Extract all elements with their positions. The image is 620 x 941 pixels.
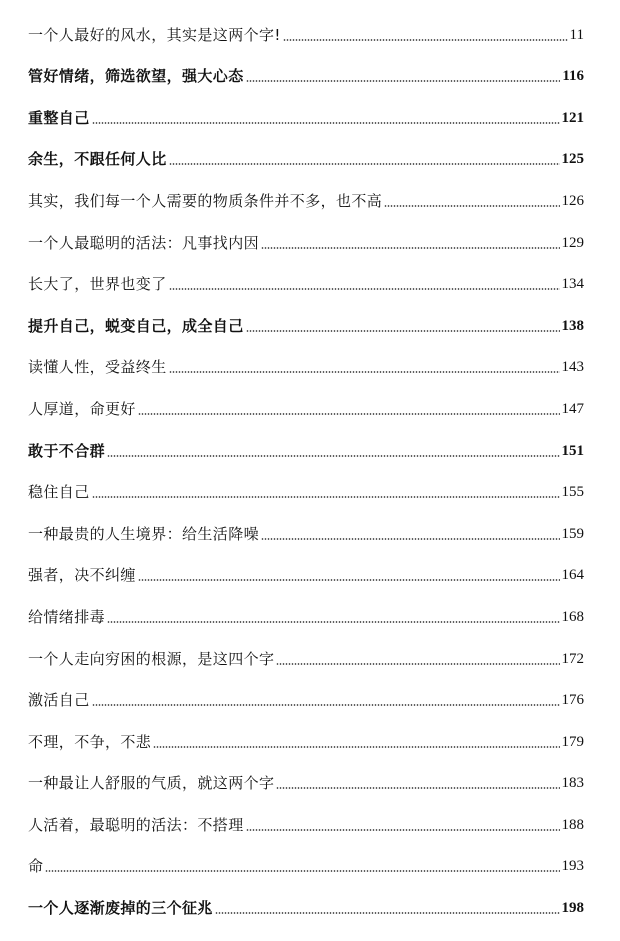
toc-entry[interactable] [28,759,584,801]
toc-entry[interactable] [28,426,584,468]
toc-entry[interactable] [28,260,584,302]
toc-entry-title: 人厚道，命更好 [28,399,136,418]
toc-entry-page-number: 176 [561,692,584,709]
dot-leader [92,496,560,498]
dot-leader [138,413,560,415]
dot-leader [246,829,560,831]
dot-leader [153,746,559,748]
dot-leader [169,163,560,165]
toc-entry[interactable] [28,218,584,260]
toc-entry[interactable] [28,592,584,634]
toc-entry-title: 强者，决不纠缠 [28,566,136,585]
toc-entry[interactable] [28,676,584,718]
toc-entry[interactable] [28,509,584,551]
toc-entry-title: 一个人逐渐废掉的三个征兆 [28,899,213,918]
toc-entry-page-number: 188 [561,816,584,833]
toc-entry-page-number: 172 [561,650,584,667]
toc-entry-title: 一个人走向穷困的根源，是这四个字 [28,649,275,668]
toc-entry-title: 余生，不跟任何人比 [28,150,167,169]
toc-entry-title: 稳住自己 [28,483,90,502]
dot-leader [246,330,560,332]
toc-entry-title: 其实，我们每一个人需要的物质条件并不多，也不高 [28,191,383,210]
dot-leader [107,621,559,623]
dot-leader [261,247,559,249]
toc-entry-title: 读懂人性，受益终生 [28,358,167,377]
toc-entry-title: 重整自己 [28,108,90,127]
dot-leader [283,39,568,41]
toc-entry[interactable] [28,551,584,593]
dot-leader [215,912,560,914]
toc-entry-page-number: 138 [561,317,584,334]
toc-entry-title: 激活自己 [28,691,90,710]
toc-entry[interactable] [28,800,584,842]
dot-leader [169,288,560,290]
toc-entry-page-number: 179 [561,733,584,750]
toc-entry-title: 一种最贵的人生境界：给生活降噪 [28,524,260,543]
dot-leader [246,80,561,82]
toc-entry[interactable] [28,135,584,177]
dot-leader [276,787,559,789]
toc-entry-page-number: 198 [561,900,584,917]
toc-entry-page-number: 183 [561,775,584,792]
toc-entry[interactable] [28,384,584,426]
dot-leader [169,371,560,373]
toc-entry-page-number: 193 [561,858,584,875]
toc-entry[interactable] [28,717,584,759]
toc-entry-title: 提升自己，蜕变自己，成全自己 [28,316,244,335]
toc-entry-title: 一个人最聪明的活法：凡事找内因 [28,233,260,252]
toc-entry-title: 长大了，世界也变了 [28,275,167,294]
toc-entry-page-number: 143 [561,359,584,376]
toc-entry-title: 一种最让人舒服的气质，就这两个字 [28,774,275,793]
toc-entry[interactable] [28,883,584,925]
toc-entry-page-number: 11 [569,26,584,43]
toc-entry-page-number: 134 [561,276,584,293]
dot-leader [261,538,559,540]
dot-leader [276,663,559,665]
toc-entry-page-number: 129 [561,234,584,251]
toc-entry-page-number: 168 [561,608,584,625]
dot-leader [107,455,559,457]
toc-entry-title: 管好情绪，筛选欲望，强大心态 [28,67,244,86]
dot-leader [138,579,560,581]
toc-entry-title: 敢于不合群 [28,441,106,460]
toc-entry-title: 人活着，最聪明的活法：不搭理 [28,815,244,834]
toc-entry[interactable] [28,343,584,385]
toc-entry-title: 命 [28,857,44,876]
toc-entry[interactable] [28,842,584,884]
dot-leader [384,205,559,207]
toc-entry-page-number: 126 [561,192,584,209]
dot-leader [45,870,559,872]
table-of-contents [28,10,584,925]
toc-entry-page-number: 116 [562,68,584,85]
toc-entry-page-number: 159 [561,525,584,542]
toc-entry[interactable] [28,52,584,94]
toc-entry[interactable] [28,10,584,52]
dot-leader [92,122,560,124]
toc-entry[interactable] [28,176,584,218]
toc-entry-page-number: 147 [561,400,584,417]
toc-entry[interactable] [28,634,584,676]
toc-entry-page-number: 164 [561,567,584,584]
dot-leader [92,704,560,706]
toc-entry-page-number: 121 [561,109,584,126]
toc-entry[interactable] [28,301,584,343]
toc-entry-page-number: 125 [561,151,584,168]
toc-entry-title: 给情绪排毒 [28,607,106,626]
toc-entry[interactable] [28,93,584,135]
toc-entry-page-number: 155 [561,484,584,501]
toc-entry[interactable] [28,468,584,510]
toc-entry-page-number: 151 [561,442,584,459]
toc-entry-title: 一个人最好的风水，其实是这两个字! [28,25,281,44]
toc-entry-title: 不理，不争，不悲 [28,732,152,751]
